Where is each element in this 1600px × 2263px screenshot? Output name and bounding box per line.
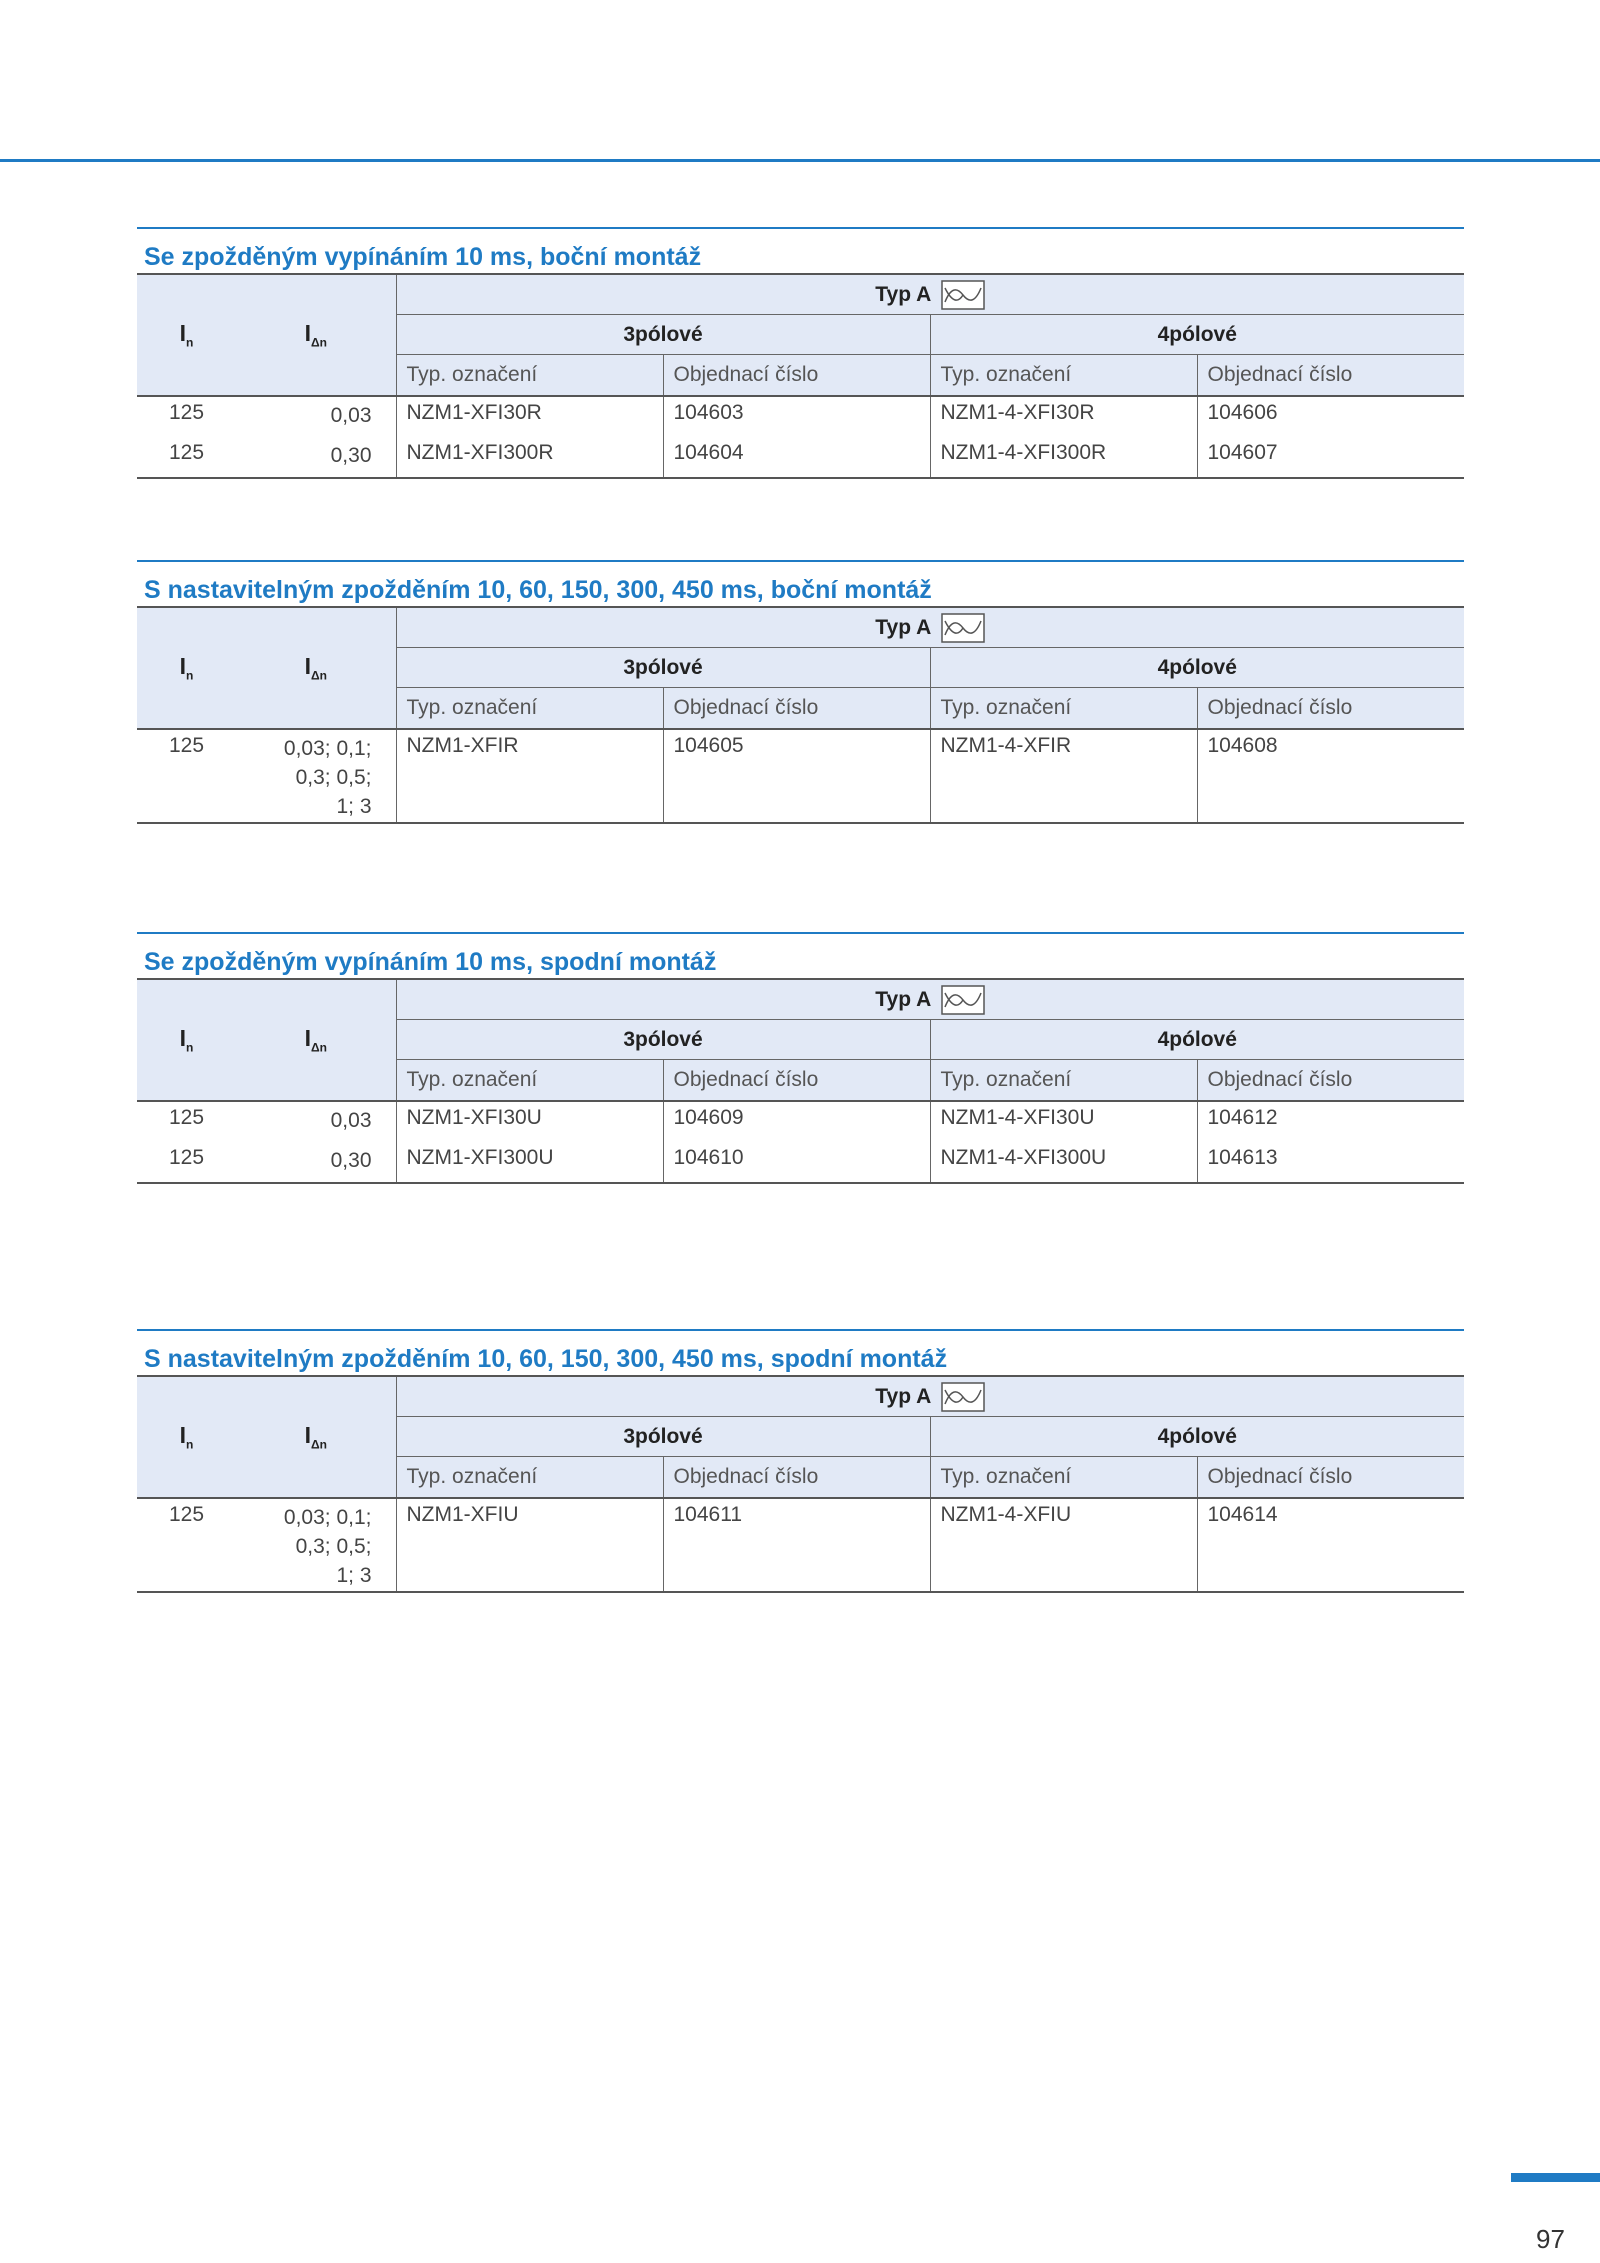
col-type-4: Typ. označení — [930, 355, 1197, 397]
table-row: 125 0,03 NZM1-XFI30U 104609 NZM1-4-XFI30U 104612 — [137, 1101, 1464, 1142]
section-title: S nastavitelným zpožděním 10, 60, 150, 300, 450 ms, spodní montáž — [144, 1345, 948, 1373]
poles3-header: 3pólové — [396, 1417, 930, 1457]
col-type-3: Typ. označení — [396, 1457, 663, 1499]
col-in: $I_n$ — [179, 1422, 194, 1452]
col-order-3: Objednací číslo — [663, 1457, 930, 1499]
table-row: 125 0,30 NZM1-XFI300R 104604 NZM1-4-XFI300R 104607 — [137, 437, 1464, 478]
col-in: $I_n$ — [179, 1025, 194, 1055]
col-type-3: Typ. označení — [396, 355, 663, 397]
product-table — [137, 1375, 1464, 1593]
col-type-4: Typ. označení — [930, 1457, 1197, 1499]
section-title: S nastavitelným zpožděním 10, 60, 150, 300, 450 ms, boční montáž — [144, 576, 932, 604]
section-adjustable-delay-side — [137, 560, 1464, 824]
col-type-3: Typ. označení — [396, 688, 663, 730]
col-order-4: Objednací číslo — [1197, 688, 1464, 730]
col-order-4: Objednací číslo — [1197, 1060, 1464, 1102]
residual-current-wave-icon — [941, 613, 985, 643]
poles3-header: 3pólové — [396, 315, 930, 355]
section-adjustable-delay-bottom — [137, 1329, 1464, 1593]
page-number: 97 — [1536, 2224, 1565, 2254]
col-order-3: Objednací číslo — [663, 1060, 930, 1102]
section-delay-10ms-side — [137, 227, 1464, 479]
residual-current-wave-icon — [941, 280, 985, 310]
poles4-header: 4pólové — [930, 648, 1464, 688]
product-table — [137, 273, 1464, 479]
poles4-header: 4pólové — [930, 1020, 1464, 1060]
col-order-4: Objednací číslo — [1197, 1457, 1464, 1499]
poles3-header: 3pólové — [396, 1020, 930, 1060]
top-rule — [0, 159, 1600, 162]
type-a-header: Typ A — [396, 274, 1464, 315]
table-row: 125 0,03 NZM1-XFI30R 104603 NZM1-4-XFI30R 104606 — [137, 396, 1464, 437]
product-table — [137, 606, 1464, 824]
page-tab-marker — [1511, 2173, 1600, 2182]
col-type-3: Typ. označení — [396, 1060, 663, 1102]
col-in: $I_n$ — [179, 653, 194, 683]
col-order-3: Objednací číslo — [663, 688, 930, 730]
col-in: $I_n$ — [179, 320, 194, 350]
col-order-3: Objednací číslo — [663, 355, 930, 397]
table-row: 125 0,03; 0,1; 0,3; 0,5; 1; 3 NZM1-XFIR 104605 NZM1-4-XFIR 104608 — [137, 729, 1464, 823]
table-row: 125 0,03; 0,1; 0,3; 0,5; 1; 3 NZM1-XFIU 104611 NZM1-4-XFIU 104614 — [137, 1498, 1464, 1592]
type-a-header: Typ A — [396, 1376, 1464, 1417]
table-row: 125 0,30 NZM1-XFI300U 104610 NZM1-4-XFI300U 104613 — [137, 1142, 1464, 1183]
section-delay-10ms-bottom — [137, 932, 1464, 1184]
residual-current-wave-icon — [941, 985, 985, 1015]
col-order-4: Objednací číslo — [1197, 355, 1464, 397]
poles3-header: 3pólové — [396, 648, 930, 688]
col-ian: $I_{\Delta n}$ — [304, 320, 327, 350]
col-ian: $I_{\Delta n}$ — [304, 1422, 327, 1452]
poles4-header: 4pólové — [930, 315, 1464, 355]
col-type-4: Typ. označení — [930, 1060, 1197, 1102]
product-table — [137, 978, 1464, 1184]
type-a-header: Typ A — [396, 607, 1464, 648]
col-ian: $I_{\Delta n}$ — [304, 1025, 327, 1055]
col-type-4: Typ. označení — [930, 688, 1197, 730]
col-ian: $I_{\Delta n}$ — [304, 653, 327, 683]
poles4-header: 4pólové — [930, 1417, 1464, 1457]
type-a-header: Typ A — [396, 979, 1464, 1020]
section-title: Se zpožděným vypínáním 10 ms, boční montáž — [144, 243, 702, 271]
residual-current-wave-icon — [941, 1382, 985, 1412]
section-title: Se zpožděným vypínáním 10 ms, spodní montáž — [144, 948, 717, 976]
